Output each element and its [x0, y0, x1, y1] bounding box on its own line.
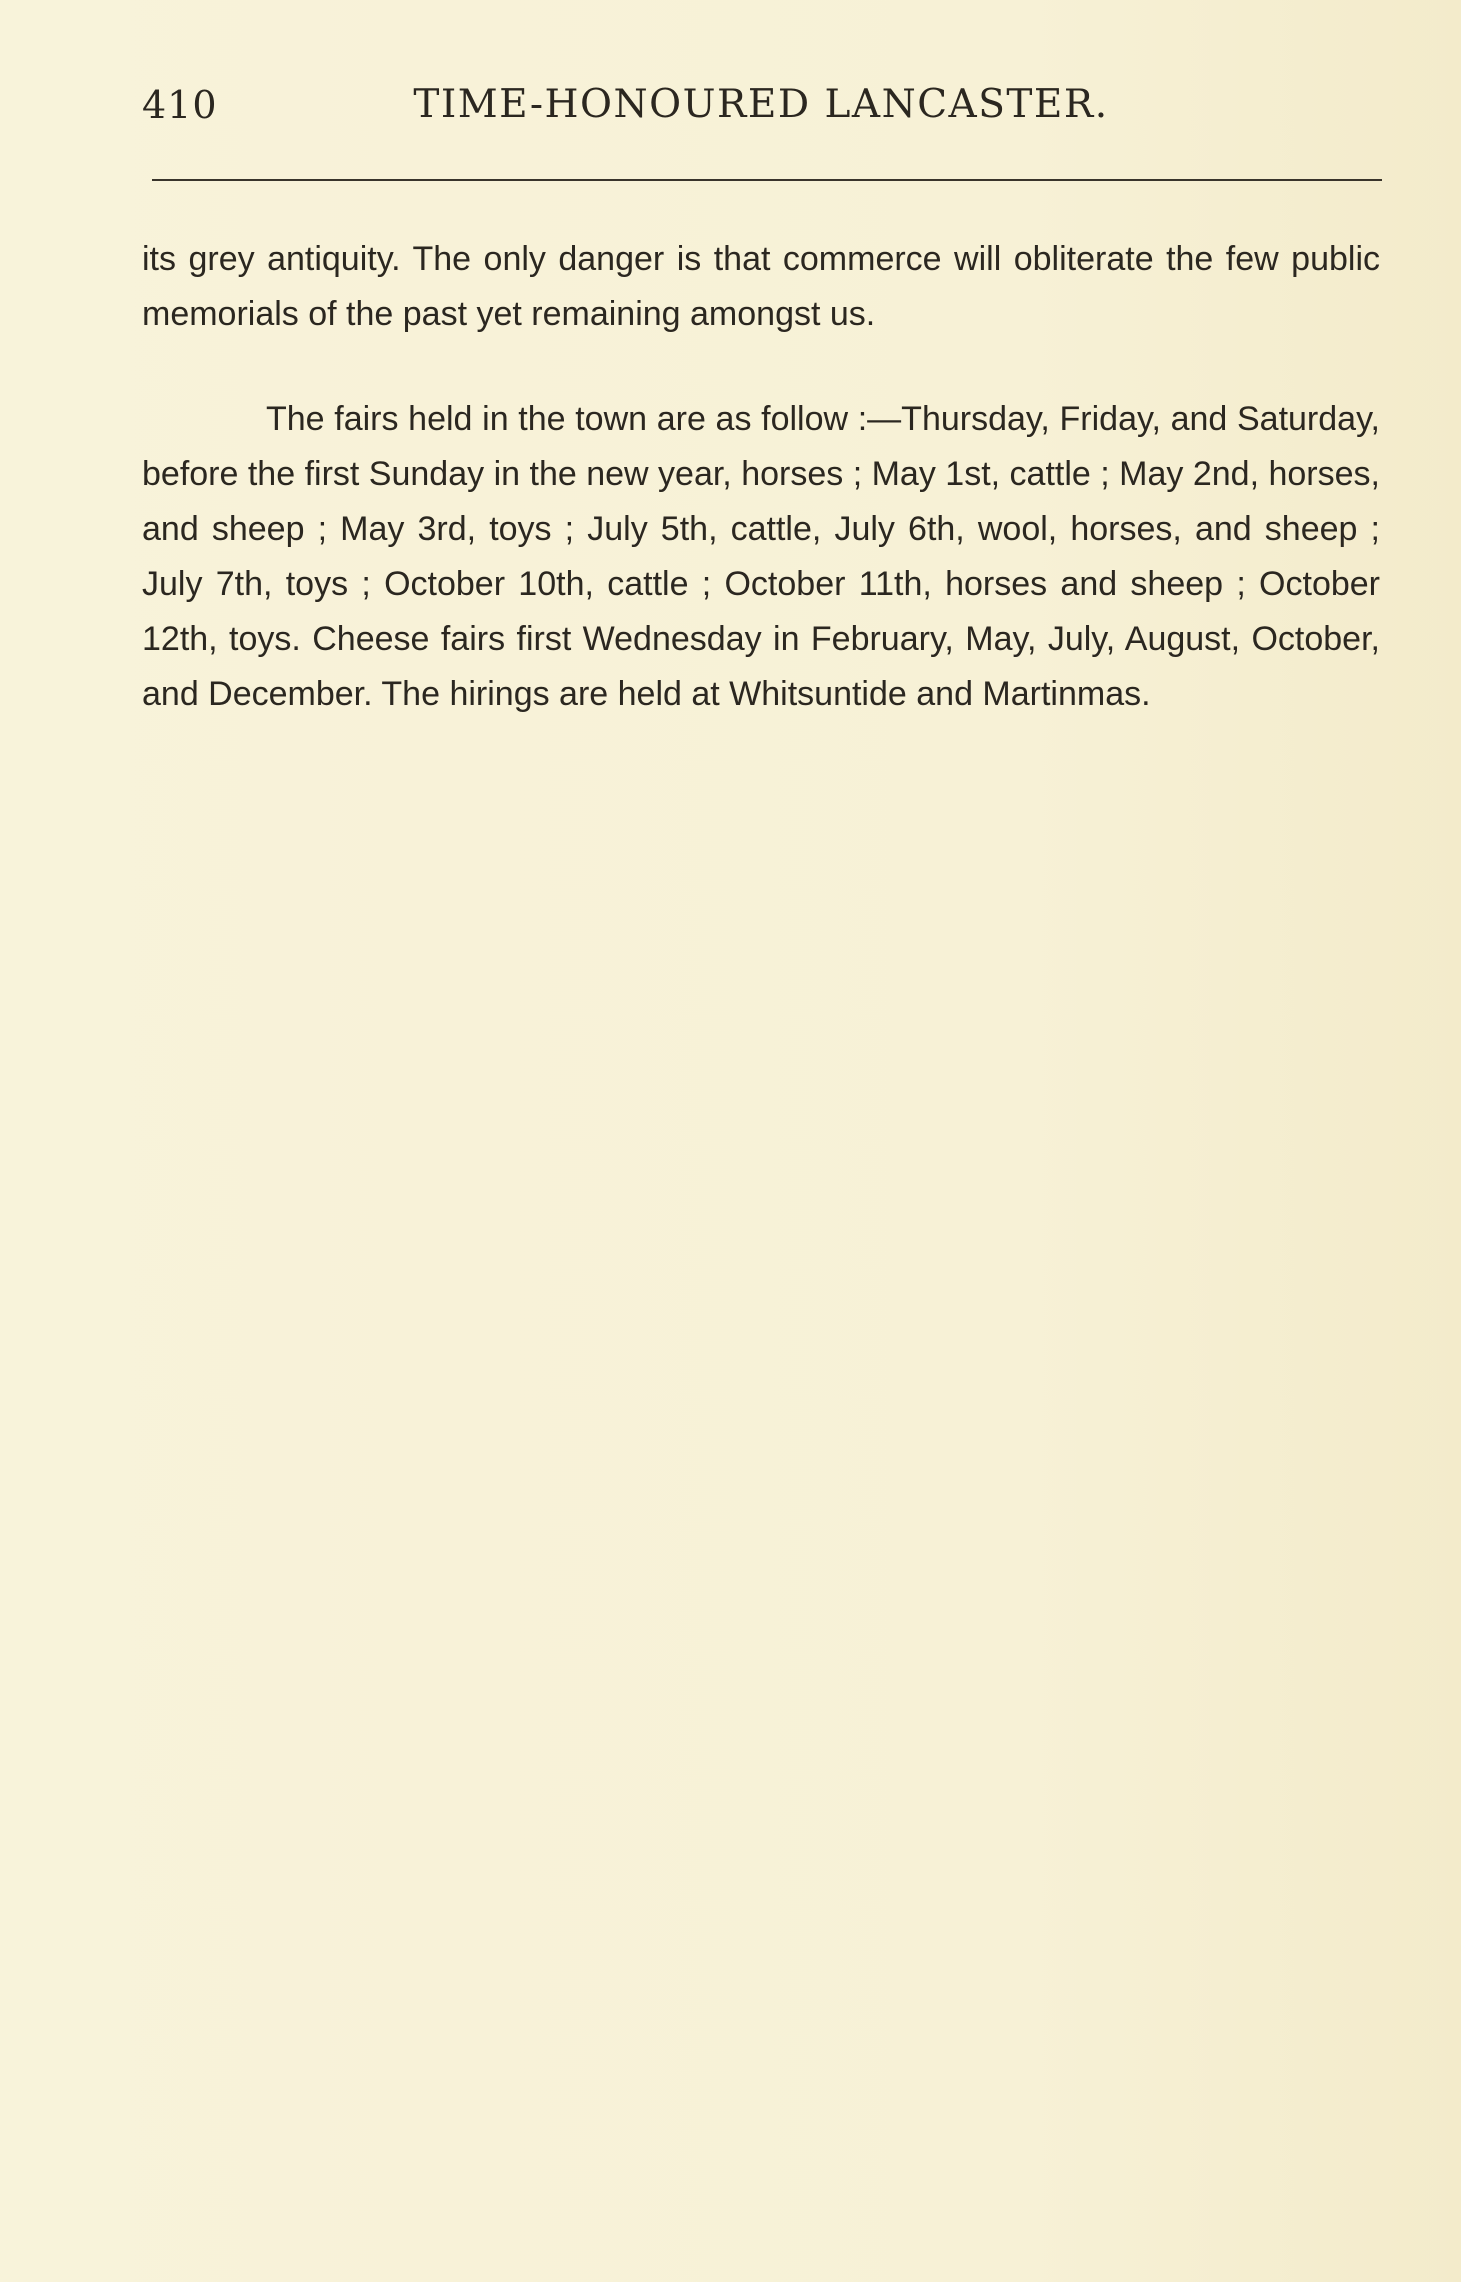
paragraph-fairs: The fairs held in the town are as follow :—Thursday, Friday, and Saturday, before the first Sunday in the new year, horses ; May 1st, cattle ; May 2nd, horses, and sheep ; May 3rd, toys ; July 5th, cattle, July 6th, wool, horses, and sheep ; July 7th, toys ; October 10th, cattle ; October 11th, horses and sheep ; October 12th, toys. Cheese fairs first Wednesday in February, May, July, August, October, and December. The hirings are held at Whitsuntide and Martinmas. [142, 400, 1380, 713]
paragraph-continuation: its grey antiquity. The only danger is that commerce will obliterate the few public memorials of the past yet remaining amongst us. [142, 240, 1380, 333]
running-title: TIME-HONOURED LANCASTER. [413, 82, 1109, 127]
page-header [142, 78, 1380, 132]
body-text [142, 232, 1380, 722]
header-rule [152, 179, 1382, 181]
page-number: 410 [142, 83, 218, 127]
